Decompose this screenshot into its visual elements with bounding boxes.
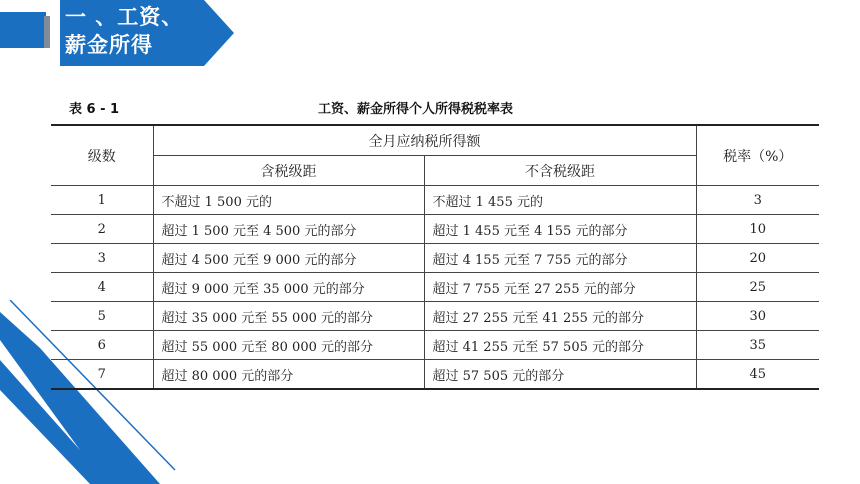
table-row (51, 215, 819, 244)
header-monthly-taxable-income: 全月应纳税所得额 (153, 125, 696, 156)
cell-level: 4 (51, 273, 153, 302)
cell-with-tax: 超过 9 000 元至 35 000 元的部分 (153, 273, 424, 302)
cell-without-tax: 超过 27 255 元至 41 255 元的部分 (424, 302, 696, 331)
cell-with-tax: 不超过 1 500 元的 (153, 186, 424, 215)
table-row (51, 360, 819, 390)
cell-with-tax: 超过 80 000 元的部分 (153, 360, 424, 390)
tax-rate-table (51, 124, 819, 390)
cell-with-tax: 超过 55 000 元至 80 000 元的部分 (153, 331, 424, 360)
cell-without-tax: 超过 1 455 元至 4 155 元的部分 (424, 215, 696, 244)
table-row (51, 273, 819, 302)
table-row (51, 186, 819, 215)
table-row (51, 302, 819, 331)
cell-level: 6 (51, 331, 153, 360)
section-title-banner (0, 0, 236, 70)
table-row (51, 331, 819, 360)
table-header-row (51, 125, 819, 156)
cell-level: 7 (51, 360, 153, 390)
cell-without-tax: 超过 57 505 元的部分 (424, 360, 696, 390)
cell-with-tax: 超过 4 500 元至 9 000 元的部分 (153, 244, 424, 273)
cell-level: 2 (51, 215, 153, 244)
header-without-tax-bracket: 不含税级距 (424, 156, 696, 186)
cell-rate: 30 (696, 302, 819, 331)
section-title (65, 3, 183, 59)
cell-rate: 35 (696, 331, 819, 360)
table-title: 工资、薪金所得个人所得税税率表 (318, 102, 514, 117)
cell-without-tax: 超过 4 155 元至 7 755 元的部分 (424, 244, 696, 273)
cell-rate: 20 (696, 244, 819, 273)
cell-without-tax: 不超过 1 455 元的 (424, 186, 696, 215)
cell-rate: 45 (696, 360, 819, 390)
cell-rate: 3 (696, 186, 819, 215)
header-level: 级数 (51, 125, 153, 186)
cell-rate: 10 (696, 215, 819, 244)
cell-rate: 25 (696, 273, 819, 302)
cell-without-tax: 超过 7 755 元至 27 255 元的部分 (424, 273, 696, 302)
header-tax-rate: 税率（%） (696, 125, 819, 186)
section-title-line-2: 薪金所得 (65, 33, 153, 57)
cell-with-tax: 超过 1 500 元至 4 500 元的部分 (153, 215, 424, 244)
cell-level: 5 (51, 302, 153, 331)
table-number: 表 6 - 1 (69, 102, 120, 117)
table-row (51, 244, 819, 273)
header-with-tax-bracket: 含税级距 (153, 156, 424, 186)
section-title-line-1: 一 、工资、 (65, 5, 184, 29)
cell-level: 1 (51, 186, 153, 215)
cell-level: 3 (51, 244, 153, 273)
table-caption (0, 98, 860, 118)
cell-with-tax: 超过 35 000 元至 55 000 元的部分 (153, 302, 424, 331)
cell-without-tax: 超过 41 255 元至 57 505 元的部分 (424, 331, 696, 360)
